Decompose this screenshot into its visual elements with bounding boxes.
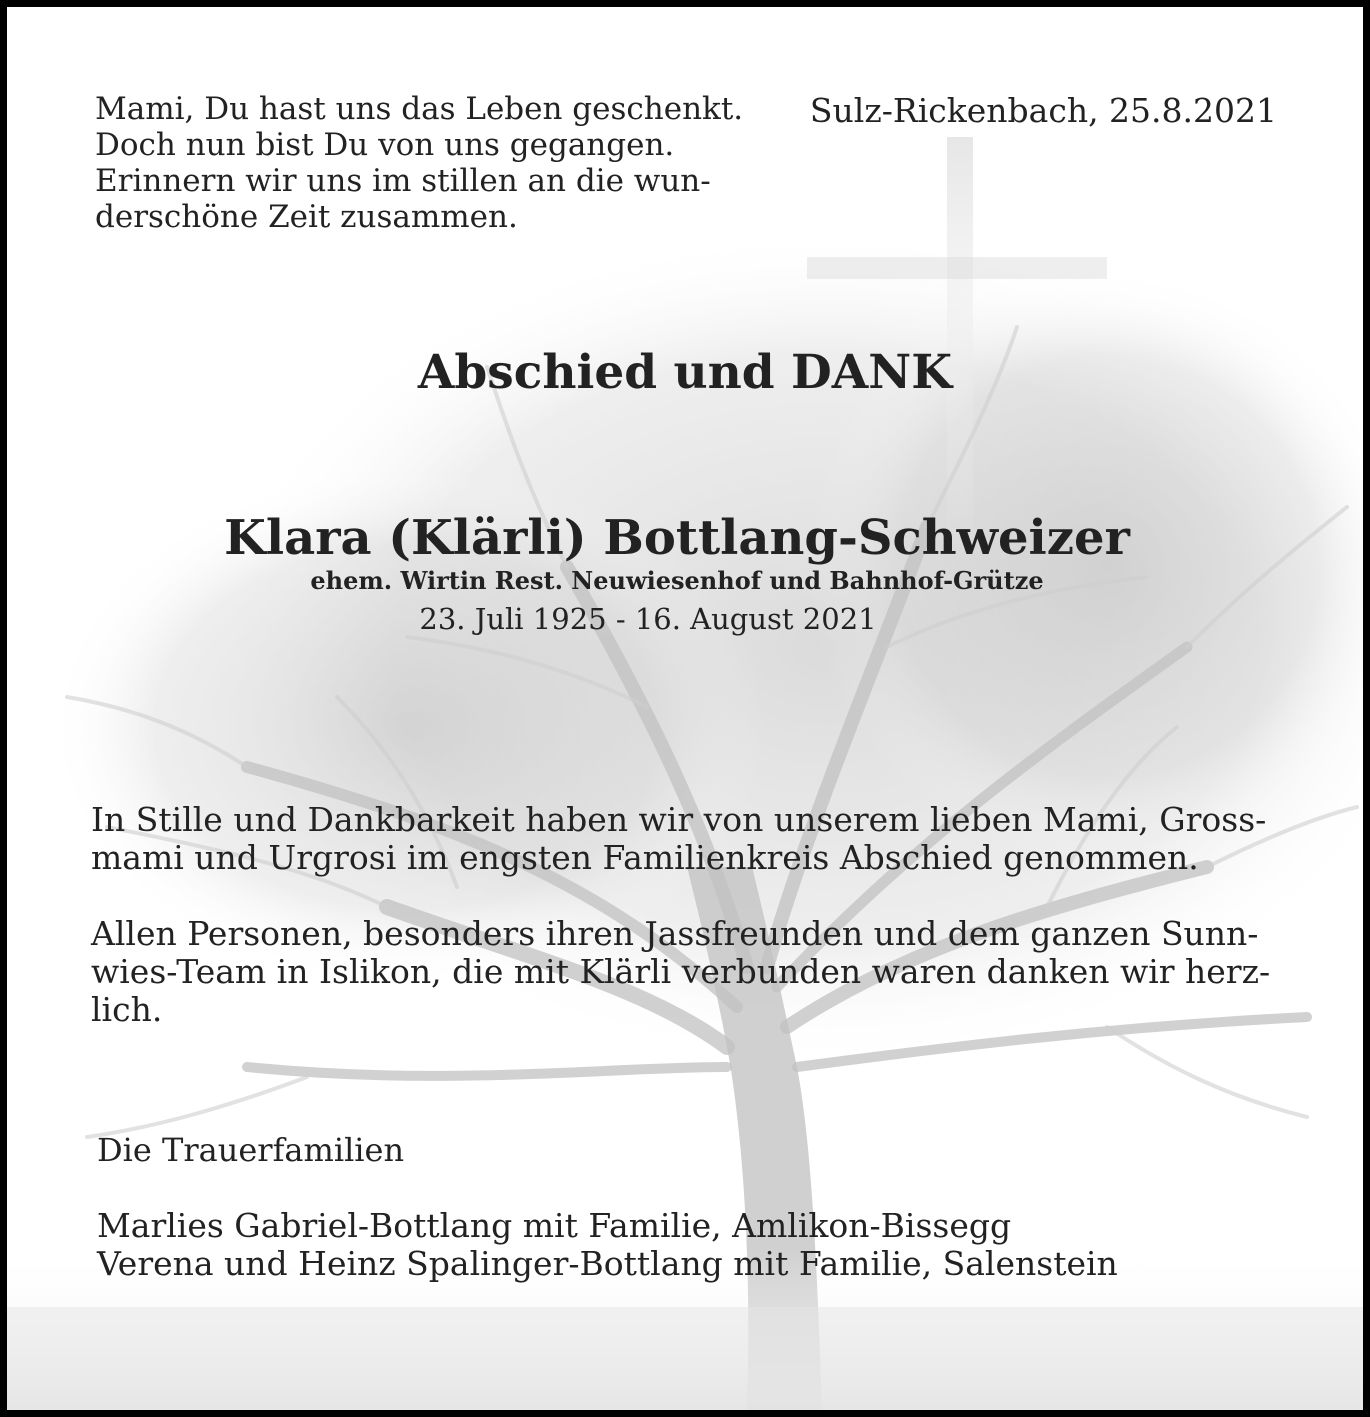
notice-heading: Abschied und DANK: [417, 345, 953, 400]
signoff: Die Trauerfamilien: [97, 1131, 405, 1169]
paragraph-line: lich.: [91, 990, 163, 1029]
deceased-occupation: ehem. Wirtin Rest. Neuwiesenhof und Bahnhof-Grütze: [310, 566, 1044, 595]
paragraph-line: mami und Urgrosi im engsten Familienkreis Abschied genommen.: [91, 838, 1199, 877]
motto-line: Doch nun bist Du von uns gegangen.: [95, 127, 675, 163]
motto-verse: [95, 91, 743, 235]
family-entry: Marlies Gabriel-Bottlang mit Familie, Amlikon-Bissegg: [97, 1206, 1012, 1245]
paragraph-line: Allen Personen, besonders ihren Jassfreunden und dem ganzen Sunn-: [91, 914, 1259, 953]
family-list: [97, 1207, 1118, 1283]
place-date: Sulz-Rickenbach, 25.8.2021: [809, 91, 1277, 130]
paragraph-line: wies-Team in Islikon, die mit Klärli verbunden waren danken wir herz-: [91, 952, 1271, 991]
motto-line: derschöne Zeit zusammen.: [95, 199, 518, 235]
paragraph-line: In Stille und Dankbarkeit haben wir von unserem lieben Mami, Gross-: [91, 800, 1267, 839]
deceased-lifespan: 23. Juli 1925 - 16. August 2021: [419, 602, 877, 636]
family-entry: Verena und Heinz Spalinger-Bottlang mit Familie, Salenstein: [97, 1244, 1118, 1283]
deceased-name: Klara (Klärli) Bottlang-Schweizer: [224, 510, 1130, 566]
motto-line: Erinnern wir uns im stillen an die wun-: [95, 163, 711, 199]
thanks-paragraph: [91, 915, 1271, 1029]
thanks-paragraph: [91, 801, 1271, 877]
motto-line: Mami, Du hast uns das Leben geschenkt.: [95, 91, 744, 127]
